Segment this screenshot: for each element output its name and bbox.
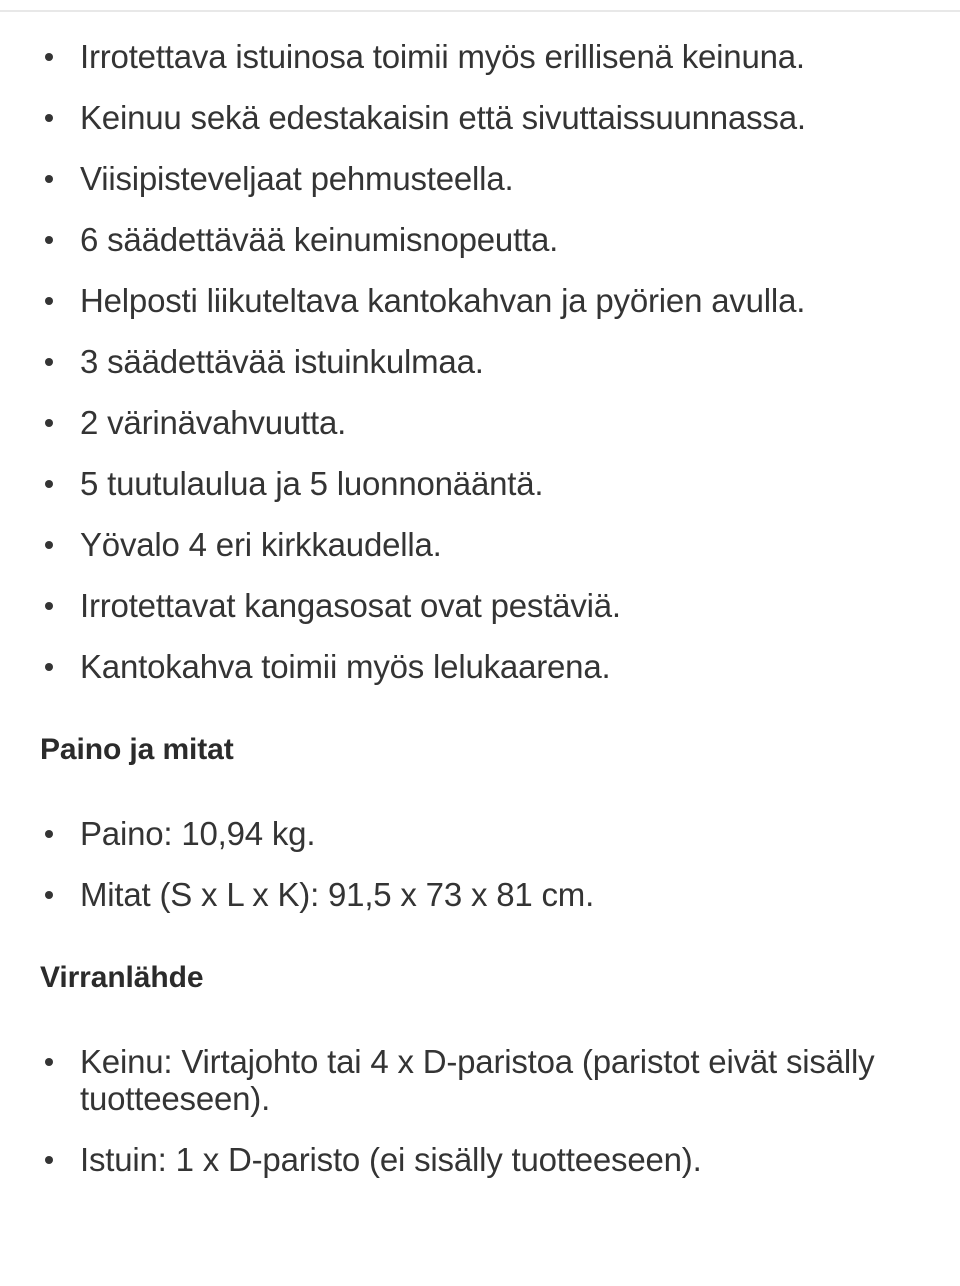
list-item xyxy=(40,465,920,502)
list-item xyxy=(40,99,920,136)
bullet-icon xyxy=(45,541,53,549)
bullet-icon xyxy=(45,297,53,305)
list-item-label: Kantokahva toimii myös lelukaarena. xyxy=(80,648,611,685)
bullet-icon xyxy=(45,1058,53,1066)
list-item xyxy=(40,160,920,197)
power-source-list xyxy=(40,1043,920,1178)
list-item-label: 6 säädettävää keinumisnopeutta. xyxy=(80,221,559,258)
list-item xyxy=(40,404,920,441)
spacer xyxy=(40,913,920,960)
list-item-label: Keinuu sekä edestakaisin että sivuttaissuunnassa. xyxy=(80,99,806,136)
list-item-label: Irrotettava istuinosa toimii myös erillisenä keinuna. xyxy=(80,38,805,75)
weight-and-dimensions-section xyxy=(40,732,920,913)
list-item xyxy=(40,343,920,380)
list-item xyxy=(40,526,920,563)
top-divider xyxy=(0,10,960,12)
bullet-icon xyxy=(45,358,53,366)
list-item-label: Helposti liikuteltava kantokahvan ja pyörien avulla. xyxy=(80,282,806,319)
list-item-label: Irrotettavat kangasosat ovat pestäviä. xyxy=(80,587,621,624)
section-heading-weight-dimensions: Paino ja mitat xyxy=(40,733,234,766)
list-item xyxy=(40,221,920,258)
list-item xyxy=(40,587,920,624)
list-item xyxy=(40,38,920,75)
list-item-label: Keinu: Virtajohto tai 4 x D-paristoa (paristot eivät sisälly tuotteeseen). xyxy=(80,1043,875,1117)
bullet-icon xyxy=(45,419,53,427)
spacer xyxy=(40,768,920,815)
list-item xyxy=(40,1141,920,1178)
power-source-section xyxy=(40,960,920,1178)
list-item xyxy=(40,282,920,319)
list-item xyxy=(40,876,920,913)
section-heading-power-source: Virranlähde xyxy=(40,961,204,994)
bullet-icon xyxy=(45,663,53,671)
list-item-label: Yövalo 4 eri kirkkaudella. xyxy=(80,526,442,563)
bullet-icon xyxy=(45,236,53,244)
bullet-icon xyxy=(45,1156,53,1164)
list-item-label: Viisipisteveljaat pehmusteella. xyxy=(80,160,514,197)
list-item-label: Paino: 10,94 kg. xyxy=(80,815,316,852)
weight-and-dimensions-list xyxy=(40,815,920,913)
list-item-label: 2 värinävahvuutta. xyxy=(80,404,347,441)
list-item xyxy=(40,815,920,852)
bullet-icon xyxy=(45,830,53,838)
spacer xyxy=(40,996,920,1043)
list-item xyxy=(40,648,920,685)
features-list xyxy=(40,38,920,685)
bullet-icon xyxy=(45,175,53,183)
list-item-label: Istuin: 1 x D-paristo (ei sisälly tuotteeseen). xyxy=(80,1141,702,1178)
bullet-icon xyxy=(45,602,53,610)
bullet-icon xyxy=(45,53,53,61)
bullet-icon xyxy=(45,114,53,122)
list-item xyxy=(40,1043,920,1117)
list-item-label: 5 tuutulaulua ja 5 luonnonääntä. xyxy=(80,465,544,502)
bullet-icon xyxy=(45,891,53,899)
list-item-label: 3 säädettävää istuinkulmaa. xyxy=(80,343,484,380)
bullet-icon xyxy=(45,480,53,488)
spacer xyxy=(40,685,920,732)
list-item-label: Mitat (S x L x K): 91,5 x 73 x 81 cm. xyxy=(80,876,595,913)
specification-content xyxy=(0,38,960,1178)
